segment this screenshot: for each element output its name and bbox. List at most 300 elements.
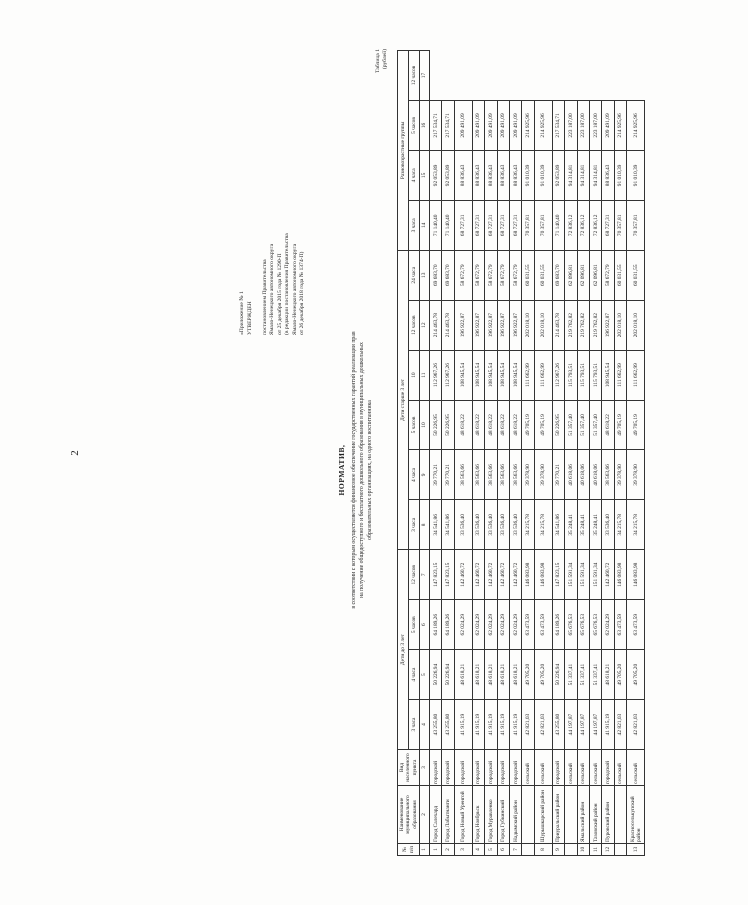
title-subtitle-line: в соответствии с которым осуществляется финансовое обеспечение государственных гарантий реализации прав (350, 331, 357, 609)
settlement-type-cell: сельский (577, 750, 589, 786)
value-cell: 142 460,72 (454, 550, 472, 600)
header-hours-cell: 4 часа (409, 150, 420, 200)
value-cell: 70 357,81 (627, 200, 645, 250)
value-cell: 49 705,20 (534, 650, 552, 700)
value-cell: 58 672,79 (472, 250, 484, 300)
header-group-over3: Дети старше 3 лет (398, 250, 409, 550)
value-cell: 50 226,95 (442, 400, 454, 450)
settlement-type-cell: городской (497, 750, 509, 786)
value-cell: 62 024,29 (497, 600, 509, 650)
row-number-cell: 1 (430, 844, 442, 856)
value-cell: 112 967,26 (552, 350, 564, 400)
header-hours-cell: 12 часов (409, 300, 420, 350)
approval-line: Ямало-Ненецкого автономного округа (269, 243, 276, 335)
column-number-cell: 1 (420, 844, 430, 856)
value-cell: 209 491,09 (485, 101, 497, 151)
settlement-type-cell: городской (472, 750, 484, 786)
table-row (509, 51, 521, 856)
value-cell: 112 967,26 (430, 350, 442, 400)
value-cell: 111 662,99 (534, 350, 552, 400)
value-cell: 58 672,79 (509, 250, 521, 300)
value-cell: 70 357,81 (534, 200, 552, 250)
value-cell: 151 591,34 (565, 550, 577, 600)
header-hours-cell: 12 часов (409, 51, 420, 101)
value-cell: 49 705,19 (614, 400, 626, 450)
value-cell: 51 357,40 (589, 400, 601, 450)
value-cell: 217 534,71 (552, 101, 564, 151)
value-cell: 34 541,86 (552, 500, 564, 550)
value-cell: 43 255,80 (552, 700, 564, 750)
value-cell: 48 618,22 (602, 400, 614, 450)
value-cell: 44 197,87 (577, 700, 589, 750)
value-cell: 62 024,29 (485, 600, 497, 650)
value-cell: 108 945,54 (497, 350, 509, 400)
header-hours-cell: 4 часа (409, 450, 420, 500)
approval-line: УТВЕРЖДЕН (246, 301, 253, 335)
header-group-under3: Дети до 3 лет (398, 550, 409, 750)
value-cell: 88 836,43 (509, 150, 521, 200)
value-cell: 33 536,40 (509, 500, 521, 550)
settlement-type-cell: городской (509, 750, 521, 786)
value-cell: 48 618,21 (485, 650, 497, 700)
table-row (589, 51, 601, 856)
value-cell: 41 915,19 (485, 700, 497, 750)
row-number-cell: 2 (442, 844, 454, 856)
value-cell: 94 314,81 (577, 150, 589, 200)
table-row (552, 51, 564, 856)
table-row (522, 51, 534, 856)
header-hours-cell: 24 часа (409, 250, 420, 300)
value-cell: 94 314,81 (565, 150, 577, 200)
value-cell: 51 337,41 (577, 650, 589, 700)
value-cell: 214 463,78 (442, 300, 454, 350)
table-row (485, 51, 497, 856)
value-cell: 35 248,41 (577, 500, 589, 550)
column-number-cell: 13 (420, 250, 430, 300)
header-hours-cell: 5 часов (409, 101, 420, 151)
settlement-type-cell: городской (430, 750, 442, 786)
value-cell: 115 793,51 (577, 350, 589, 400)
value-cell: 68 727,31 (472, 200, 484, 250)
value-cell: 33 536,40 (497, 500, 509, 550)
row-number-cell: 13 (627, 844, 645, 856)
value-cell: 70 357,81 (614, 200, 626, 250)
document-title (337, 255, 374, 685)
value-cell: 43 255,80 (442, 700, 454, 750)
value-cell: 40 618,06 (589, 450, 601, 500)
row-number-cell: 4 (472, 844, 484, 856)
settlement-type-cell: сельский (614, 750, 626, 786)
value-cell: 35 248,41 (565, 500, 577, 550)
settlement-type-cell: городской (552, 750, 564, 786)
value-cell: 51 337,41 (589, 650, 601, 700)
header-hours-cell: 5 часов (409, 600, 420, 650)
settlement-type-cell: городской (454, 750, 472, 786)
value-cell: 44 197,87 (565, 700, 577, 750)
value-cell: 223 187,00 (589, 101, 601, 151)
municipality-name-cell: Город Муравленко (485, 786, 497, 844)
value-cell: 142 460,72 (485, 550, 497, 600)
table-row (534, 51, 552, 856)
settlement-type-cell: городской (602, 750, 614, 786)
value-cell: 209 491,09 (454, 101, 472, 151)
value-cell: 65 676,53 (589, 600, 601, 650)
value-cell: 88 836,43 (454, 150, 472, 200)
value-cell: 33 536,40 (454, 500, 472, 550)
value-cell: 196 922,87 (509, 300, 521, 350)
header-num: № п/п (398, 844, 420, 856)
value-cell: 223 187,00 (577, 101, 589, 151)
row-number-cell: 6 (497, 844, 509, 856)
value-cell: 214 925,96 (614, 101, 626, 151)
value-cell: 60 031,55 (614, 250, 626, 300)
municipality-name-cell: Пуровский район (602, 786, 614, 844)
settlement-type-cell: сельский (627, 750, 645, 786)
row-number-cell: 3 (454, 844, 472, 856)
value-cell: 65 676,53 (565, 600, 577, 650)
value-cell: 62 096,81 (565, 250, 577, 300)
header-hours-cell: 12 часов (409, 550, 420, 600)
value-cell: 214 925,96 (534, 101, 552, 151)
value-cell: 196 922,87 (454, 300, 472, 350)
table-row (472, 51, 484, 856)
header-hours-cell: 3 часа (409, 500, 420, 550)
value-cell: 219 762,82 (589, 300, 601, 350)
value-cell: 34 541,86 (430, 500, 442, 550)
value-cell: 111 662,99 (522, 350, 534, 400)
row-number-cell: 9 (552, 844, 564, 856)
settlement-type-cell: сельский (565, 750, 577, 786)
value-cell: 202 018,10 (522, 300, 534, 350)
value-cell: 39 770,21 (430, 450, 442, 500)
value-cell: 34 215,78 (534, 500, 552, 550)
value-cell: 88 836,43 (472, 150, 484, 200)
value-cell: 108 945,54 (509, 350, 521, 400)
value-cell: 68 727,31 (454, 200, 472, 250)
table-row (614, 51, 626, 856)
value-cell: 142 460,72 (497, 550, 509, 600)
table-row (430, 51, 442, 856)
value-cell: 202 018,10 (627, 300, 645, 350)
value-cell: 48 618,21 (472, 650, 484, 700)
column-number-cell: 8 (420, 500, 430, 550)
value-cell: 58 672,79 (602, 250, 614, 300)
municipality-name-cell: Ямальский район (577, 786, 589, 844)
value-cell: 60 031,55 (522, 250, 534, 300)
table-row (577, 51, 589, 856)
value-cell: 39 378,90 (627, 450, 645, 500)
settlement-type-cell: сельский (534, 750, 552, 786)
value-cell: 62 024,29 (472, 600, 484, 650)
value-cell: 39 770,21 (552, 450, 564, 500)
value-cell: 209 491,09 (497, 101, 509, 151)
value-cell: 41 915,19 (454, 700, 472, 750)
column-number-cell: 5 (420, 650, 430, 700)
column-number-cell: 14 (420, 200, 430, 250)
value-cell: 196 922,87 (472, 300, 484, 350)
header-hours-cell: 4 часа (409, 650, 420, 700)
municipality-name-cell (614, 786, 626, 844)
value-cell: 48 618,22 (472, 400, 484, 450)
header-group-mixed: Разновозрастные группы (398, 51, 409, 251)
title-subtitle-line: образовательных организациях, на одного воспитанника (366, 400, 373, 540)
approval-line: «Приложение № 1 (239, 291, 245, 335)
column-number-cell: 3 (420, 750, 430, 786)
row-number-cell: 8 (534, 844, 552, 856)
value-cell: 33 536,40 (472, 500, 484, 550)
value-cell: 50 226,94 (430, 650, 442, 700)
municipality-name-cell: Город Ноябрьск (472, 786, 484, 844)
value-cell: 68 727,31 (497, 200, 509, 250)
table-row (627, 51, 645, 856)
value-cell: 196 922,87 (602, 300, 614, 350)
approval-line: Ямало-Ненецкого автономного округа (291, 243, 298, 335)
column-number-cell: 12 (420, 300, 430, 350)
table-label (375, 49, 390, 73)
value-cell: 64 189,26 (442, 600, 454, 650)
value-cell: 91 010,39 (534, 150, 552, 200)
settlement-type-cell: сельский (589, 750, 601, 786)
value-cell: 142 460,72 (472, 550, 484, 600)
approval-line: от 25 декабря 2015 года № 1290-П (276, 253, 283, 335)
value-cell: 214 925,96 (627, 101, 645, 151)
value-cell: 94 314,81 (589, 150, 601, 200)
value-cell: 62 096,81 (577, 250, 589, 300)
municipality-name-cell (565, 786, 577, 844)
value-cell: 49 705,20 (522, 650, 534, 700)
value-cell: 71 140,40 (442, 200, 454, 250)
value-cell: 219 762,82 (577, 300, 589, 350)
norms-table (397, 50, 645, 856)
value-cell: 142 460,72 (509, 550, 521, 600)
value-cell: 68 727,31 (509, 200, 521, 250)
value-cell: 35 248,41 (589, 500, 601, 550)
value-cell: 92 053,89 (430, 150, 442, 200)
value-cell: 38 563,66 (454, 450, 472, 500)
column-number-cell: 10 (420, 400, 430, 450)
value-cell: 49 705,19 (522, 400, 534, 450)
approval-line: (в редакции постановления Правительства (284, 233, 291, 335)
value-cell: 42 821,03 (627, 700, 645, 750)
settlement-type-cell: сельский (522, 750, 534, 786)
value-cell: 108 945,54 (454, 350, 472, 400)
value-cell: 62 024,29 (602, 600, 614, 650)
row-number-cell: 12 (602, 844, 614, 856)
value-cell: 147 823,15 (442, 550, 454, 600)
value-cell: 41 915,19 (497, 700, 509, 750)
value-cell: 63 473,59 (614, 600, 626, 650)
value-cell: 48 618,22 (509, 400, 521, 450)
value-cell: 49 705,20 (614, 650, 626, 700)
municipality-name-cell: Шурышкарский район (534, 786, 552, 844)
value-cell: 39 378,90 (534, 450, 552, 500)
value-cell: 72 836,12 (577, 200, 589, 250)
page-number: 2 (68, 450, 81, 456)
row-number-cell (565, 844, 577, 856)
value-cell: 42 821,03 (534, 700, 552, 750)
municipality-name-cell (522, 786, 534, 844)
value-cell: 68 727,31 (485, 200, 497, 250)
value-cell: 39 770,21 (442, 450, 454, 500)
value-cell: 34 215,78 (522, 500, 534, 550)
value-cell: 219 762,82 (565, 300, 577, 350)
value-cell: 64 189,26 (430, 600, 442, 650)
value-cell: 112 967,26 (442, 350, 454, 400)
value-cell: 217 534,71 (430, 101, 442, 151)
settlement-type-cell: городской (485, 750, 497, 786)
value-cell: 111 662,99 (627, 350, 645, 400)
rotated-document-sheet (225, 35, 748, 870)
value-cell: 48 618,22 (454, 400, 472, 450)
value-cell: 88 836,43 (497, 150, 509, 200)
value-cell: 33 536,40 (485, 500, 497, 550)
value-cell: 58 672,79 (454, 250, 472, 300)
value-cell: 39 378,90 (522, 450, 534, 500)
value-cell: 202 018,10 (534, 300, 552, 350)
table-row (454, 51, 472, 856)
value-cell: 147 823,15 (552, 550, 564, 600)
table-row (497, 51, 509, 856)
title-heading: НОРМАТИВ, (337, 444, 346, 496)
table-row (565, 51, 577, 856)
value-cell: 69 683,70 (442, 250, 454, 300)
value-cell: 34 215,78 (614, 500, 626, 550)
value-cell: 146 083,98 (534, 550, 552, 600)
value-cell: 58 672,79 (485, 250, 497, 300)
value-cell: 223 187,00 (565, 101, 577, 151)
approval-line (254, 195, 262, 335)
column-number-cell: 15 (420, 150, 430, 200)
value-cell: 142 460,72 (602, 550, 614, 600)
municipality-name-cell: Город Новый Уренгой (454, 786, 472, 844)
approval-line: от 26 декабря 2018 года № 1374-П) (299, 251, 306, 335)
column-number-cell: 17 (420, 51, 430, 101)
value-cell: 48 618,21 (602, 650, 614, 700)
value-cell: 69 683,70 (552, 250, 564, 300)
value-cell: 50 226,95 (552, 400, 564, 450)
value-cell: 34 215,78 (627, 500, 645, 550)
value-cell: 48 618,22 (497, 400, 509, 450)
value-cell: 38 563,66 (497, 450, 509, 500)
value-cell: 62 024,29 (454, 600, 472, 650)
value-cell: 151 591,34 (589, 550, 601, 600)
row-number-cell: 10 (577, 844, 589, 856)
header-type: Вид населенного пункта (398, 750, 420, 786)
value-cell: 60 031,55 (534, 250, 552, 300)
municipality-name-cell: Надымский район (509, 786, 521, 844)
value-cell: 88 836,43 (602, 150, 614, 200)
value-cell: 34 541,86 (442, 500, 454, 550)
value-cell: 108 945,54 (485, 350, 497, 400)
value-cell: 115 793,51 (589, 350, 601, 400)
row-number-cell (522, 844, 534, 856)
value-cell: 91 010,39 (627, 150, 645, 200)
header-hours-cell: 3 часа (409, 700, 420, 750)
header-name: Наименование муниципального образования (398, 786, 420, 844)
value-cell: 91 010,39 (522, 150, 534, 200)
value-cell: 68 727,31 (602, 200, 614, 250)
municipality-name-cell: Тазовский район (589, 786, 601, 844)
value-cell: 146 083,98 (614, 550, 626, 600)
value-cell: 60 031,55 (627, 250, 645, 300)
column-number-cell: 9 (420, 450, 430, 500)
value-cell: 151 591,34 (577, 550, 589, 600)
value-cell: 196 922,87 (497, 300, 509, 350)
value-cell: 49 705,20 (627, 650, 645, 700)
value-cell: 108 945,54 (602, 350, 614, 400)
value-cell: 48 618,21 (509, 650, 521, 700)
table-row (442, 51, 454, 856)
municipality-name-cell: Город Лабытнанги (442, 786, 454, 844)
value-cell: 72 836,12 (589, 200, 601, 250)
value-cell: 202 018,10 (614, 300, 626, 350)
value-cell: 42 821,03 (522, 700, 534, 750)
value-cell: 70 357,81 (522, 200, 534, 250)
value-cell: 63 473,59 (522, 600, 534, 650)
value-cell: 71 140,40 (430, 200, 442, 250)
value-cell: 111 662,99 (614, 350, 626, 400)
table-unit: (рублей) (382, 49, 389, 70)
value-cell: 48 618,22 (485, 400, 497, 450)
value-cell: 146 083,98 (522, 550, 534, 600)
value-cell: 40 618,06 (577, 450, 589, 500)
value-cell: 38 563,66 (472, 450, 484, 500)
value-cell: 38 563,66 (602, 450, 614, 500)
municipality-name-cell: Приуральский район (552, 786, 564, 844)
value-cell: 69 683,70 (430, 250, 442, 300)
value-cell: 65 676,53 (577, 600, 589, 650)
value-cell: 115 793,51 (565, 350, 577, 400)
column-number-cell: 11 (420, 350, 430, 400)
value-cell: 42 821,03 (614, 700, 626, 750)
value-cell: 62 096,81 (589, 250, 601, 300)
value-cell: 51 337,41 (565, 650, 577, 700)
header-hours-cell: 3 часа (409, 200, 420, 250)
value-cell: 92 053,89 (552, 150, 564, 200)
value-cell: 33 536,40 (602, 500, 614, 550)
value-cell: 64 189,26 (552, 600, 564, 650)
value-cell: 48 618,21 (454, 650, 472, 700)
value-cell: 44 197,87 (589, 700, 601, 750)
title-subtitle-line: на получение общедоступного и бесплатного дошкольного образования в муниципальных дошкольных (358, 342, 365, 598)
header-hours-cell: 5 часов (409, 400, 420, 450)
approval-block (239, 195, 307, 335)
settlement-type-cell: городской (442, 750, 454, 786)
value-cell: 217 534,71 (442, 101, 454, 151)
value-cell: 63 473,59 (627, 600, 645, 650)
value-cell: 40 618,06 (565, 450, 577, 500)
value-cell: 39 378,90 (614, 450, 626, 500)
value-cell: 49 705,19 (627, 400, 645, 450)
value-cell: 91 010,39 (614, 150, 626, 200)
column-number-cell: 2 (420, 786, 430, 844)
table-number: Таблица 1 (375, 49, 381, 73)
value-cell: 72 836,12 (565, 200, 577, 250)
value-cell: 43 255,80 (430, 700, 442, 750)
row-number-cell (614, 844, 626, 856)
value-cell: 48 618,21 (497, 650, 509, 700)
value-cell: 41 915,19 (602, 700, 614, 750)
value-cell: 209 491,09 (509, 101, 521, 151)
value-cell: 146 083,98 (627, 550, 645, 600)
municipality-name-cell: Город Губкинский (497, 786, 509, 844)
value-cell: 214 463,78 (430, 300, 442, 350)
row-number-cell: 7 (509, 844, 521, 856)
value-cell: 108 945,54 (472, 350, 484, 400)
value-cell: 50 226,95 (430, 400, 442, 450)
value-cell: 196 922,87 (485, 300, 497, 350)
value-cell: 38 563,66 (485, 450, 497, 500)
